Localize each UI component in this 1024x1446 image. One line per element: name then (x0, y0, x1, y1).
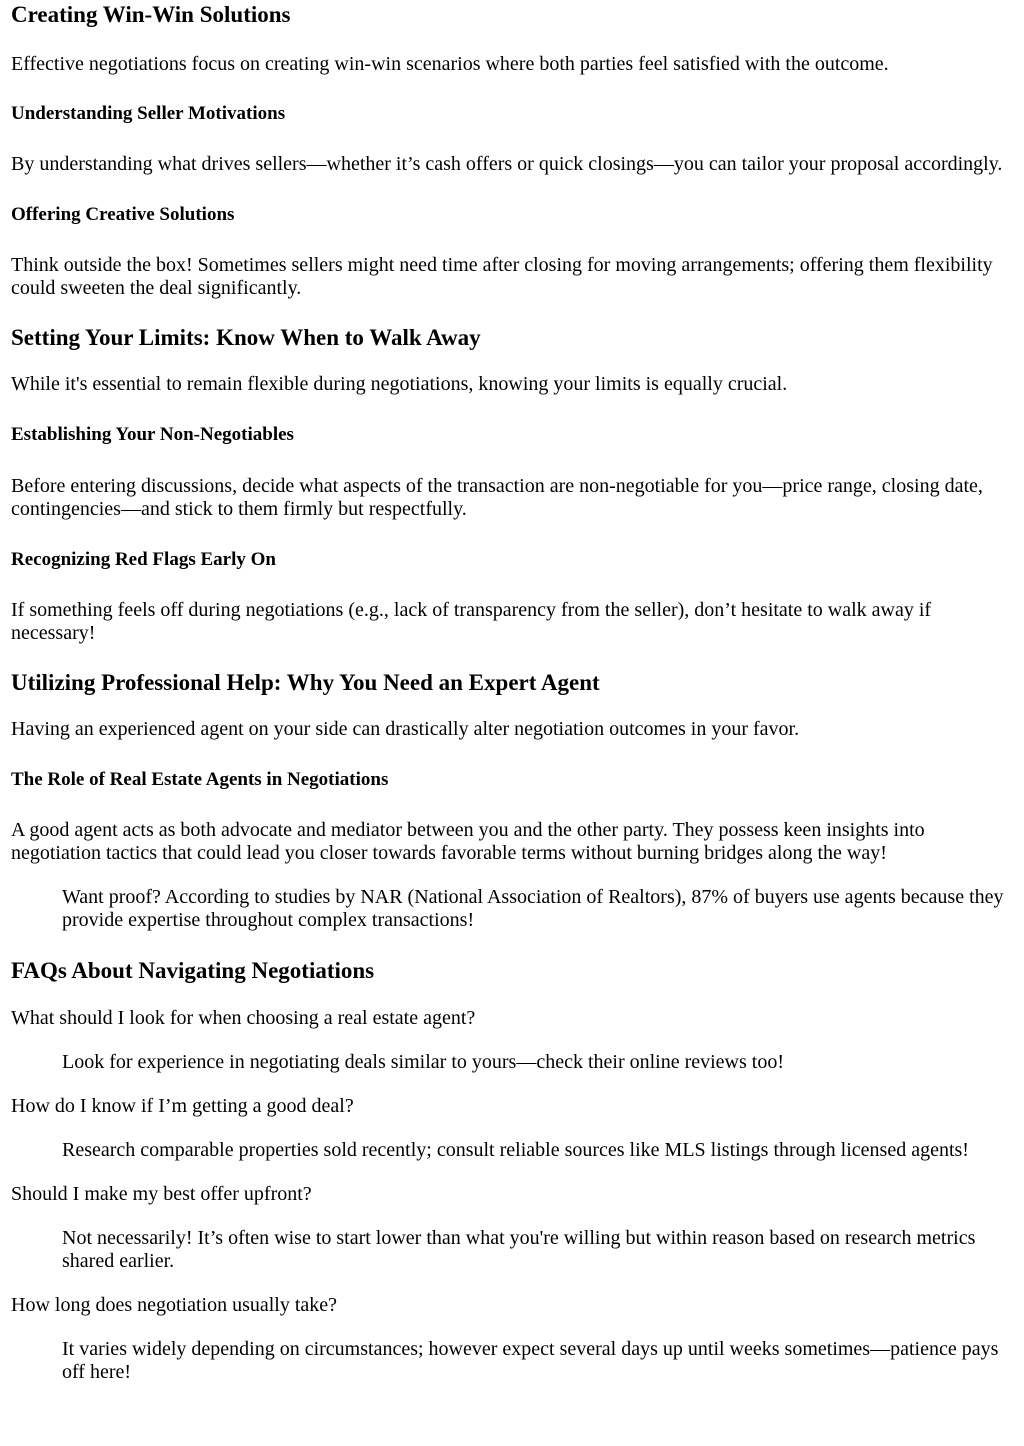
faq-heading: FAQs About Navigating Negotiations (11, 958, 375, 983)
faq-question: How long does negotiation usually take? (11, 1294, 338, 1316)
faq-answer: It varies widely depending on circumstances; however expect several days up until weeks sometimes—patience pays off here! (62, 1338, 999, 1383)
faq-question: How do I know if I’m getting a good deal? (11, 1095, 354, 1117)
subsection-text: A good agent acts as both advocate and mediator between you and the other party. They possess keen insights into negotiation tactics that could lead you closer towards favorable terms without burning bridges along the way! (11, 819, 925, 864)
faq-answer: Not necessarily! It’s often wise to start lower than what you're willing but within reason based on research metrics shared earlier. (62, 1227, 976, 1272)
section-intro: Effective negotiations focus on creating win-win scenarios where both parties feel satisfied with the outcome. (11, 53, 889, 75)
faq-question: Should I make my best offer upfront? (11, 1183, 312, 1205)
section-heading: Creating Win-Win Solutions (11, 2, 291, 27)
faq-question: What should I look for when choosing a real estate agent? (11, 1007, 476, 1029)
subsection-text: If something feels off during negotiations (e.g., lack of transparency from the seller), don’t hesitate to walk away if necessary! (11, 599, 932, 644)
section-heading: Setting Your Limits: Know When to Walk Away (11, 325, 481, 350)
article (11, 0, 1015, 1384)
subsection-text: Before entering discussions, decide what aspects of the transaction are non-negotiable for you—price range, closing date, contingencies—and stick to them firmly but respectfully. (11, 475, 983, 520)
subsection-text: By understanding what drives sellers—whether it’s cash offers or quick closings—you can tailor your proposal accordingly. (11, 153, 1003, 175)
subsection-text: Think outside the box! Sometimes sellers might need time after closing for moving arrangements; offering them flexibility could sweeten the deal significantly. (11, 254, 993, 299)
subsection-heading: Understanding Seller Motivations (11, 103, 286, 124)
section-intro: While it's essential to remain flexible during negotiations, knowing your limits is equally crucial. (11, 373, 788, 395)
faq-answer: Look for experience in negotiating deals similar to yours—check their online reviews too! (62, 1051, 785, 1073)
section-intro: Having an experienced agent on your side can drastically alter negotiation outcomes in your favor. (11, 718, 800, 740)
section-heading: Utilizing Professional Help: Why You Need an Expert Agent (11, 670, 600, 695)
subsection-heading: Recognizing Red Flags Early On (11, 549, 276, 570)
faq-answer: Research comparable properties sold recently; consult reliable sources like MLS listings through licensed agents! (62, 1139, 969, 1161)
subsection-heading: The Role of Real Estate Agents in Negotiations (11, 769, 389, 790)
subsection-heading: Offering Creative Solutions (11, 204, 235, 225)
subsection-heading: Establishing Your Non-Negotiables (11, 424, 294, 445)
quote-block: Want proof? According to studies by NAR (National Association of Realtors), 87% of buyers use agents because they provide expertise throughout complex transactions! (62, 886, 1004, 931)
